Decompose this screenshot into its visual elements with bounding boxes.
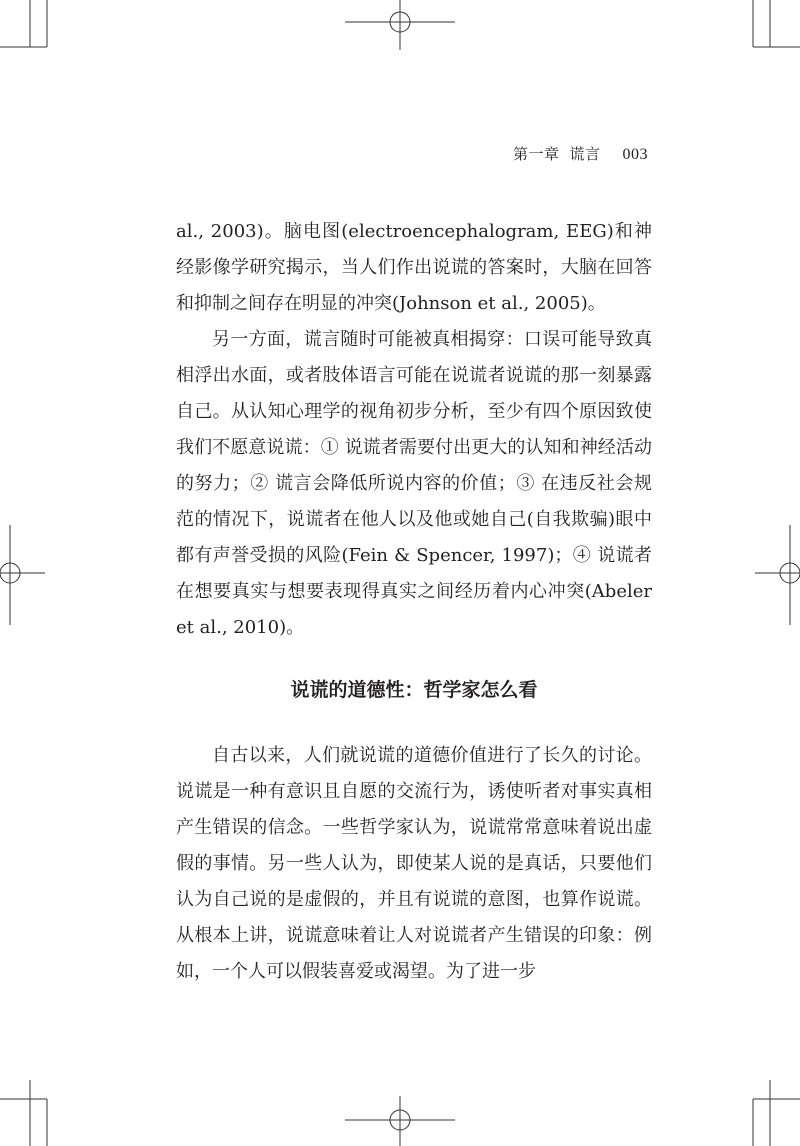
section-paragraph: 自古以来，人们就说谎的道德价值进行了长久的讨论。说谎是一种有意识且自愿的交流行为，诱使听者对事实真相产生错误的信念。一些哲学家认为，说谎常常意味着说出虚假的事情。另一些人认为，即使某人说的是真话，只要他们认为自己说的是虚假的，并且有说谎的意图，也算作说谎。从根本上讲，说谎意味着让人对说谎者产生错误的印象：例如，一个人可以假装喜爱或渴望。为了进一步 [176, 745, 652, 982]
header-title: 谎言 [569, 145, 601, 163]
body-paragraph-1: al., 2003)。脑电图(electroencephalogram, EEG)和神经影像学研究揭示，当人们作出说谎的答案时，大脑在回答和抑制之间存在明显的冲突(Johnson et al., 2005)。 [176, 221, 652, 314]
header-chapter: 第一章 [512, 145, 560, 163]
body-paragraph-2: 另一方面，谎言随时可能被真相揭穿：口误可能导致真相浮出水面，或者肢体语言可能在说谎者说谎的那一刻暴露自己。从认知心理学的视角初步分析，至少有四个原因致使我们不愿意说谎：① 说谎者需要付出更大的认知和神经活动的努力；② 谎言会降低所说内容的价值；③ 在违反社会规范的情况下，说谎者在他人以及他或她自己(自我欺骗)眼中都有声誉受损的风险(Fein & Spencer, 1997)；④ 说谎者在想要真实与想要表现得真实之间经历着内心冲突(Abeler et al., 2010)。 [176, 329, 652, 638]
running-header [513, 143, 648, 164]
page-number: 003 [622, 146, 648, 163]
section-heading: 说谎的道德性：哲学家怎么看 [290, 679, 538, 701]
